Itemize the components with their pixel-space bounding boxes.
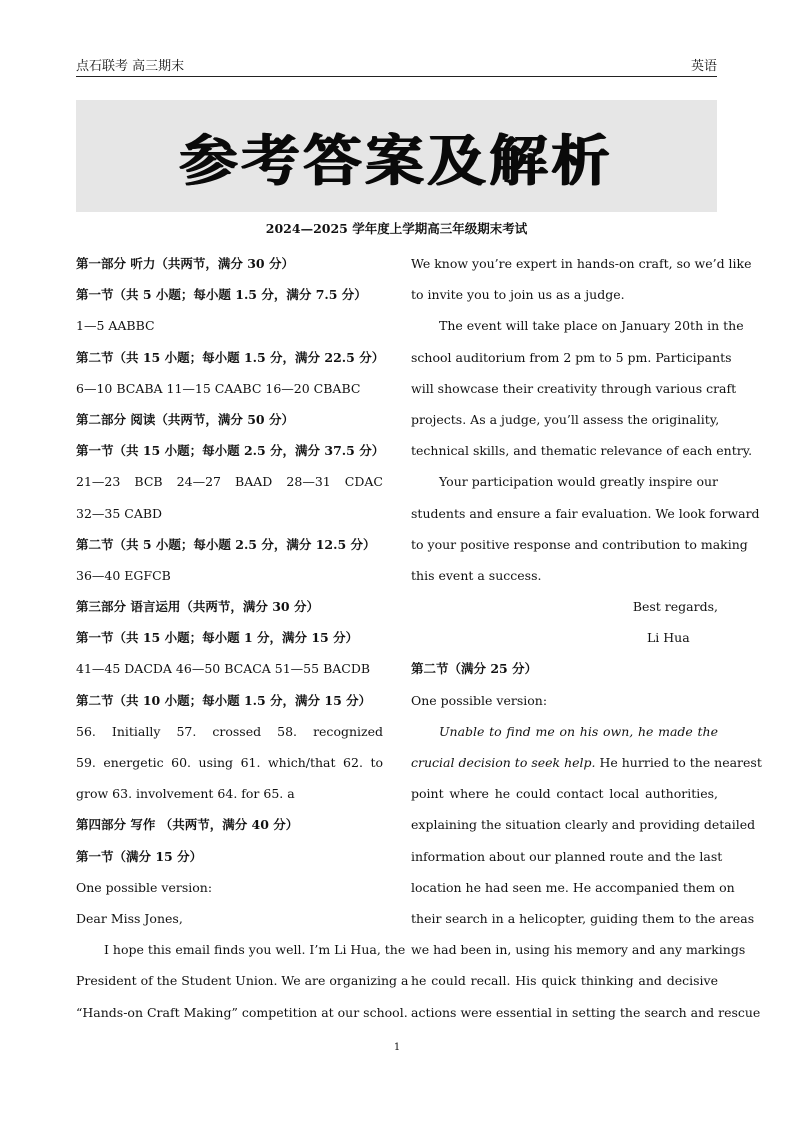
text-line: will showcase their creativity through various craft <box>411 380 737 396</box>
page-header <box>76 58 717 77</box>
text-line: 21—23 BCB 24—27 BAAD 28—31 CDAC <box>76 474 383 490</box>
text-line: 第一节（共 15 小题；每小题 1 分，满分 15 分） <box>76 630 359 646</box>
text-line: The event will take place on January 20th in the <box>439 318 744 334</box>
text-line: 第一节（共 5 小题；每小题 1.5 分，满分 7.5 分） <box>76 287 367 303</box>
header-exam-name: 点石联考 高三期末 <box>76 59 185 74</box>
text-line: to your positive response and contribution to making <box>411 536 748 552</box>
text-line <box>411 747 762 778</box>
text-line: One possible version: <box>76 879 213 895</box>
text-line: school auditorium from 2 pm to 5 pm. Participants <box>411 349 732 365</box>
text-line: explaining the situation clearly and providing detailed <box>411 817 756 833</box>
text-line: 41—45 DACDA 46—50 BCACA 51—55 BACDB <box>76 661 371 677</box>
text-line: 第三部分 语言运用（共两节，满分 30 分） <box>76 599 319 615</box>
text-line: projects. As a judge, you’ll assess the originality, <box>411 411 720 427</box>
text-line: One possible version: <box>411 692 548 708</box>
exam-subtitle: 2024—2025 学年度上学期高三年级期末考试 <box>265 221 528 236</box>
text-line: President of the Student Union. We are organizing a <box>76 973 409 989</box>
text-line: their search in a helicopter, guiding them to the areas <box>411 910 755 926</box>
text-line: We know you’re expert in hands-on craft, so we’d like <box>411 256 752 271</box>
text-line: “Hands-on Craft Making” competition at our school. <box>76 1004 408 1020</box>
text-line: actions were essential in setting the search and rescue <box>411 1004 761 1020</box>
text-line: I hope this email finds you well. I’m Li Hua, the <box>104 942 406 958</box>
page-title: 参考答案及解析 <box>179 128 614 194</box>
text-line: 第一节（满分 15 分） <box>76 848 203 864</box>
text-line: this event a success. <box>411 567 542 583</box>
left-column <box>76 248 409 1028</box>
text-line: 第四部分 写作 （共两节，满分 40 分） <box>76 817 299 833</box>
header-subject: 英语 <box>690 59 717 74</box>
text-line: 59. energetic 60. using 61. which/that 62. to <box>76 755 383 770</box>
text-line: we had been in, using his memory and any markings <box>411 942 746 958</box>
text-line: to invite you to join us as a judge. <box>411 287 625 303</box>
right-column <box>411 248 762 1028</box>
text-line: 1—5 AABBC <box>76 318 155 334</box>
text-line: 第二部分 阅读（共两节，满分 50 分） <box>76 411 294 427</box>
text-line: 6—10 BCABA 11—15 CAABC 16—20 CBABC <box>76 380 361 396</box>
text-line: Your participation would greatly inspire our <box>439 474 718 490</box>
text-line: students and ensure a fair evaluation. We look forward <box>411 505 760 521</box>
text-line: Li Hua <box>647 630 690 646</box>
text-line: he could recall. His quick thinking and decisive <box>411 973 718 989</box>
text-line: 36—40 EGFCB <box>76 567 171 583</box>
text-line: 32—35 CABD <box>76 505 163 521</box>
text-line: 56. Initially 57. crossed 58. recognized <box>76 723 383 739</box>
text-line: Unable to find me on his own, he made the <box>439 723 718 739</box>
text-line: 第一部分 听力（共两节，满分 30 分） <box>76 256 294 271</box>
text-line: information about our planned route and the last <box>411 848 723 864</box>
text-line: 第二节（共 10 小题；每小题 1.5 分，满分 15 分） <box>76 692 372 708</box>
text-line: 第二节（满分 25 分） <box>411 661 538 677</box>
text-line: grow 63. involvement 64. for 65. a <box>76 786 295 802</box>
text-line: 第二节（共 5 小题；每小题 2.5 分，满分 12.5 分） <box>76 536 376 552</box>
title-banner <box>76 100 717 212</box>
text-segment: He hurried to the nearest <box>595 755 762 770</box>
page-number: 1 <box>393 1042 401 1053</box>
text-line: location he had seen me. He accompanied them on <box>411 879 735 895</box>
text-line: technical skills, and thematic relevance of each entry. <box>411 443 753 459</box>
text-line: Best regards, <box>632 599 718 615</box>
text-line: point where he could contact local authorities, <box>411 786 718 802</box>
text-line: Dear Miss Jones, <box>76 910 183 926</box>
text-line: 第二节（共 15 小题；每小题 1.5 分，满分 22.5 分） <box>76 349 385 365</box>
text-segment: crucial decision to seek help. <box>411 755 596 770</box>
text-line: 第一节（共 15 小题；每小题 2.5 分，满分 37.5 分） <box>76 443 385 459</box>
